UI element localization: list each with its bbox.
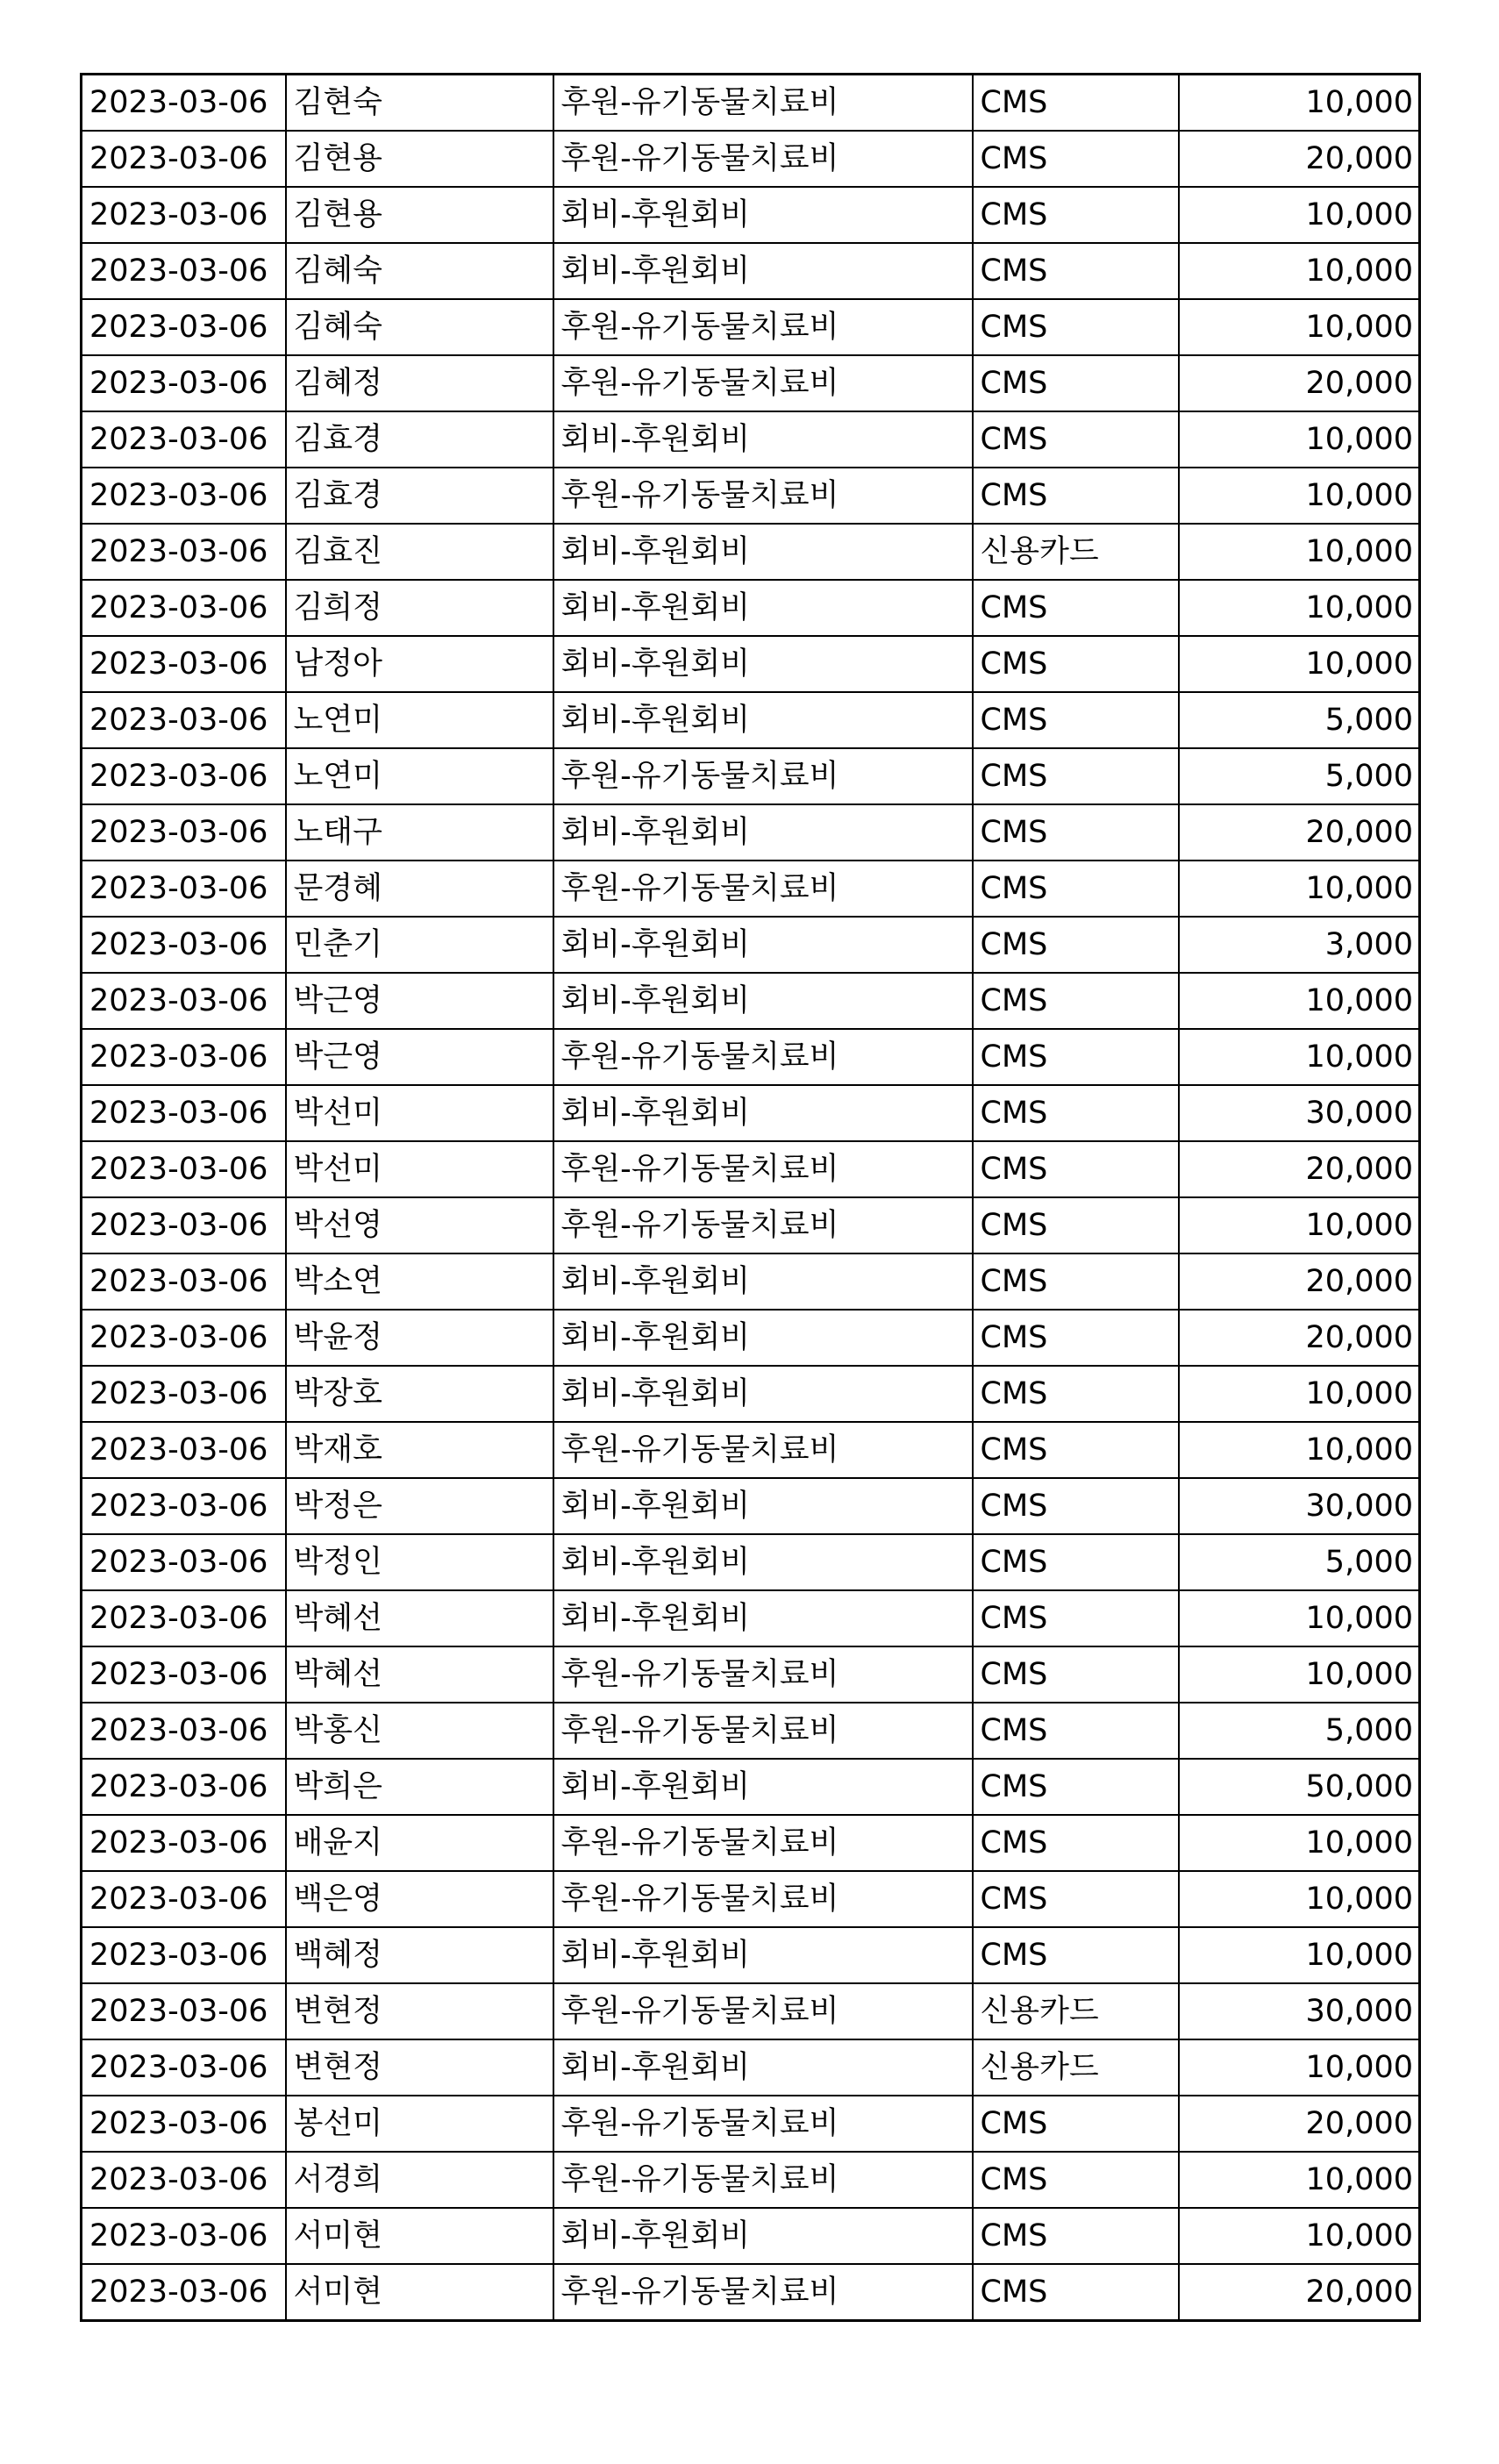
cell-date: 2023-03-06 xyxy=(82,524,286,580)
cell-amount: 5,000 xyxy=(1179,1703,1420,1759)
cell-category: 회비-후원회비 xyxy=(553,973,973,1029)
cell-category: 회비-후원회비 xyxy=(553,411,973,468)
cell-category: 후원-유기동물치료비 xyxy=(553,1646,973,1703)
cell-payment-method: CMS xyxy=(973,1759,1179,1815)
cell-date: 2023-03-06 xyxy=(82,1310,286,1366)
table-row xyxy=(82,1085,1420,1141)
cell-date: 2023-03-06 xyxy=(82,917,286,973)
cell-amount: 10,000 xyxy=(1179,1422,1420,1478)
table-row xyxy=(82,1197,1420,1253)
cell-category: 회비-후원회비 xyxy=(553,1759,973,1815)
cell-date: 2023-03-06 xyxy=(82,1366,286,1422)
cell-name: 박소연 xyxy=(286,1253,553,1310)
cell-amount: 10,000 xyxy=(1179,75,1420,132)
cell-amount: 30,000 xyxy=(1179,1085,1420,1141)
cell-category: 회비-후원회비 xyxy=(553,1253,973,1310)
cell-name: 김혜숙 xyxy=(286,299,553,355)
cell-name: 봉선미 xyxy=(286,2096,553,2152)
cell-date: 2023-03-06 xyxy=(82,1534,286,1590)
cell-name: 변현정 xyxy=(286,1983,553,2039)
table-row xyxy=(82,131,1420,187)
cell-payment-method: CMS xyxy=(973,804,1179,861)
table-row xyxy=(82,524,1420,580)
cell-amount: 10,000 xyxy=(1179,1815,1420,1871)
cell-name: 남정아 xyxy=(286,636,553,692)
cell-payment-method: 신용카드 xyxy=(973,1983,1179,2039)
cell-category: 후원-유기동물치료비 xyxy=(553,1422,973,1478)
cell-date: 2023-03-06 xyxy=(82,2208,286,2264)
cell-category: 후원-유기동물치료비 xyxy=(553,1141,973,1197)
cell-date: 2023-03-06 xyxy=(82,1871,286,1927)
cell-payment-method: CMS xyxy=(973,411,1179,468)
cell-name: 노연미 xyxy=(286,692,553,748)
cell-name: 김효경 xyxy=(286,411,553,468)
cell-payment-method: CMS xyxy=(973,187,1179,243)
cell-amount: 10,000 xyxy=(1179,524,1420,580)
cell-category: 회비-후원회비 xyxy=(553,1478,973,1534)
cell-date: 2023-03-06 xyxy=(82,1422,286,1478)
cell-name: 노태구 xyxy=(286,804,553,861)
cell-name: 박선영 xyxy=(286,1197,553,1253)
cell-category: 회비-후원회비 xyxy=(553,187,973,243)
cell-category: 회비-후원회비 xyxy=(553,2039,973,2096)
cell-category: 후원-유기동물치료비 xyxy=(553,1197,973,1253)
cell-date: 2023-03-06 xyxy=(82,2096,286,2152)
cell-date: 2023-03-06 xyxy=(82,131,286,187)
cell-name: 박선미 xyxy=(286,1085,553,1141)
cell-amount: 30,000 xyxy=(1179,1983,1420,2039)
cell-name: 노연미 xyxy=(286,748,553,804)
table-row xyxy=(82,973,1420,1029)
cell-payment-method: CMS xyxy=(973,1197,1179,1253)
table-row xyxy=(82,2208,1420,2264)
table-row xyxy=(82,2152,1420,2208)
cell-amount: 10,000 xyxy=(1179,243,1420,299)
cell-name: 박선미 xyxy=(286,1141,553,1197)
cell-date: 2023-03-06 xyxy=(82,2039,286,2096)
cell-date: 2023-03-06 xyxy=(82,1703,286,1759)
table-row xyxy=(82,468,1420,524)
cell-amount: 20,000 xyxy=(1179,2096,1420,2152)
cell-date: 2023-03-06 xyxy=(82,580,286,636)
cell-date: 2023-03-06 xyxy=(82,1646,286,1703)
table-row xyxy=(82,1983,1420,2039)
cell-category: 후원-유기동물치료비 xyxy=(553,1815,973,1871)
cell-payment-method: CMS xyxy=(973,2152,1179,2208)
table-row xyxy=(82,2039,1420,2096)
cell-category: 회비-후원회비 xyxy=(553,1310,973,1366)
cell-amount: 10,000 xyxy=(1179,1029,1420,1085)
table-row xyxy=(82,1590,1420,1646)
table-row xyxy=(82,1927,1420,1983)
table-row xyxy=(82,1310,1420,1366)
table-row xyxy=(82,1759,1420,1815)
cell-name: 김현용 xyxy=(286,187,553,243)
cell-payment-method: CMS xyxy=(973,1703,1179,1759)
cell-date: 2023-03-06 xyxy=(82,243,286,299)
cell-date: 2023-03-06 xyxy=(82,973,286,1029)
cell-amount: 20,000 xyxy=(1179,804,1420,861)
cell-name: 박근영 xyxy=(286,973,553,1029)
cell-category: 회비-후원회비 xyxy=(553,692,973,748)
cell-payment-method: 신용카드 xyxy=(973,2039,1179,2096)
cell-category: 후원-유기동물치료비 xyxy=(553,1871,973,1927)
ledger-body xyxy=(82,75,1420,2321)
cell-payment-method: CMS xyxy=(973,1253,1179,1310)
cell-name: 박윤정 xyxy=(286,1310,553,1366)
cell-date: 2023-03-06 xyxy=(82,1815,286,1871)
cell-amount: 10,000 xyxy=(1179,1366,1420,1422)
cell-amount: 20,000 xyxy=(1179,131,1420,187)
cell-category: 후원-유기동물치료비 xyxy=(553,1983,973,2039)
cell-name: 배윤지 xyxy=(286,1815,553,1871)
cell-category: 회비-후원회비 xyxy=(553,2208,973,2264)
cell-payment-method: CMS xyxy=(973,1310,1179,1366)
cell-name: 김혜정 xyxy=(286,355,553,411)
cell-payment-method: CMS xyxy=(973,1029,1179,1085)
table-row xyxy=(82,580,1420,636)
cell-payment-method: CMS xyxy=(973,355,1179,411)
cell-payment-method: CMS xyxy=(973,973,1179,1029)
cell-name: 박희은 xyxy=(286,1759,553,1815)
cell-amount: 10,000 xyxy=(1179,1197,1420,1253)
cell-date: 2023-03-06 xyxy=(82,411,286,468)
cell-category: 회비-후원회비 xyxy=(553,804,973,861)
cell-name: 문경혜 xyxy=(286,861,553,917)
cell-amount: 10,000 xyxy=(1179,1646,1420,1703)
cell-amount: 50,000 xyxy=(1179,1759,1420,1815)
cell-payment-method: CMS xyxy=(973,1927,1179,1983)
cell-date: 2023-03-06 xyxy=(82,468,286,524)
table-row xyxy=(82,1478,1420,1534)
cell-category: 후원-유기동물치료비 xyxy=(553,299,973,355)
cell-date: 2023-03-06 xyxy=(82,299,286,355)
cell-category: 후원-유기동물치료비 xyxy=(553,75,973,132)
table-row xyxy=(82,1646,1420,1703)
cell-date: 2023-03-06 xyxy=(82,1029,286,1085)
cell-payment-method: CMS xyxy=(973,917,1179,973)
cell-name: 박정은 xyxy=(286,1478,553,1534)
cell-name: 박근영 xyxy=(286,1029,553,1085)
cell-payment-method: CMS xyxy=(973,1534,1179,1590)
cell-category: 후원-유기동물치료비 xyxy=(553,748,973,804)
cell-amount: 20,000 xyxy=(1179,355,1420,411)
cell-date: 2023-03-06 xyxy=(82,2264,286,2321)
cell-amount: 10,000 xyxy=(1179,2208,1420,2264)
cell-payment-method: CMS xyxy=(973,243,1179,299)
cell-category: 회비-후원회비 xyxy=(553,1590,973,1646)
cell-payment-method: CMS xyxy=(973,131,1179,187)
cell-amount: 10,000 xyxy=(1179,636,1420,692)
cell-category: 회비-후원회비 xyxy=(553,580,973,636)
cell-payment-method: CMS xyxy=(973,1815,1179,1871)
cell-amount: 10,000 xyxy=(1179,2039,1420,2096)
table-row xyxy=(82,1366,1420,1422)
cell-date: 2023-03-06 xyxy=(82,692,286,748)
cell-payment-method: CMS xyxy=(973,636,1179,692)
cell-date: 2023-03-06 xyxy=(82,1983,286,2039)
cell-name: 변현정 xyxy=(286,2039,553,2096)
cell-amount: 10,000 xyxy=(1179,468,1420,524)
cell-payment-method: CMS xyxy=(973,75,1179,132)
table-row xyxy=(82,355,1420,411)
cell-amount: 20,000 xyxy=(1179,1310,1420,1366)
cell-payment-method: CMS xyxy=(973,1085,1179,1141)
table-row xyxy=(82,1141,1420,1197)
cell-amount: 20,000 xyxy=(1179,2264,1420,2321)
cell-amount: 10,000 xyxy=(1179,411,1420,468)
cell-date: 2023-03-06 xyxy=(82,636,286,692)
cell-amount: 30,000 xyxy=(1179,1478,1420,1534)
table-row xyxy=(82,243,1420,299)
cell-name: 김효진 xyxy=(286,524,553,580)
table-row xyxy=(82,917,1420,973)
cell-payment-method: CMS xyxy=(973,2208,1179,2264)
cell-category: 후원-유기동물치료비 xyxy=(553,1029,973,1085)
cell-category: 후원-유기동물치료비 xyxy=(553,2096,973,2152)
cell-amount: 10,000 xyxy=(1179,299,1420,355)
table-row xyxy=(82,748,1420,804)
cell-date: 2023-03-06 xyxy=(82,1927,286,1983)
cell-amount: 10,000 xyxy=(1179,1871,1420,1927)
cell-payment-method: CMS xyxy=(973,1590,1179,1646)
cell-amount: 10,000 xyxy=(1179,580,1420,636)
cell-date: 2023-03-06 xyxy=(82,187,286,243)
cell-date: 2023-03-06 xyxy=(82,1141,286,1197)
table-row xyxy=(82,804,1420,861)
cell-name: 박홍신 xyxy=(286,1703,553,1759)
cell-category: 후원-유기동물치료비 xyxy=(553,2264,973,2321)
cell-category: 후원-유기동물치료비 xyxy=(553,131,973,187)
cell-date: 2023-03-06 xyxy=(82,748,286,804)
cell-date: 2023-03-06 xyxy=(82,1590,286,1646)
cell-category: 회비-후원회비 xyxy=(553,1927,973,1983)
cell-name: 백은영 xyxy=(286,1871,553,1927)
cell-payment-method: CMS xyxy=(973,2264,1179,2321)
cell-payment-method: CMS xyxy=(973,1478,1179,1534)
table-row xyxy=(82,187,1420,243)
cell-date: 2023-03-06 xyxy=(82,1759,286,1815)
cell-name: 서미현 xyxy=(286,2208,553,2264)
cell-name: 서경희 xyxy=(286,2152,553,2208)
table-row xyxy=(82,1422,1420,1478)
cell-amount: 10,000 xyxy=(1179,861,1420,917)
cell-amount: 20,000 xyxy=(1179,1253,1420,1310)
cell-name: 박재호 xyxy=(286,1422,553,1478)
cell-category: 회비-후원회비 xyxy=(553,917,973,973)
cell-name: 박혜선 xyxy=(286,1590,553,1646)
cell-name: 박혜선 xyxy=(286,1646,553,1703)
cell-name: 박장호 xyxy=(286,1366,553,1422)
cell-date: 2023-03-06 xyxy=(82,1085,286,1141)
table-row xyxy=(82,692,1420,748)
cell-payment-method: CMS xyxy=(973,1366,1179,1422)
cell-payment-method: CMS xyxy=(973,861,1179,917)
cell-category: 회비-후원회비 xyxy=(553,524,973,580)
cell-category: 회비-후원회비 xyxy=(553,243,973,299)
table-row xyxy=(82,299,1420,355)
table-row xyxy=(82,1029,1420,1085)
cell-date: 2023-03-06 xyxy=(82,1253,286,1310)
cell-payment-method: CMS xyxy=(973,299,1179,355)
cell-date: 2023-03-06 xyxy=(82,804,286,861)
cell-amount: 10,000 xyxy=(1179,187,1420,243)
cell-payment-method: CMS xyxy=(973,748,1179,804)
cell-category: 회비-후원회비 xyxy=(553,636,973,692)
table-row xyxy=(82,1815,1420,1871)
cell-category: 후원-유기동물치료비 xyxy=(553,861,973,917)
table-row xyxy=(82,75,1420,132)
cell-payment-method: CMS xyxy=(973,1646,1179,1703)
cell-amount: 5,000 xyxy=(1179,1534,1420,1590)
cell-category: 회비-후원회비 xyxy=(553,1085,973,1141)
cell-name: 박정인 xyxy=(286,1534,553,1590)
cell-date: 2023-03-06 xyxy=(82,861,286,917)
cell-payment-method: CMS xyxy=(973,692,1179,748)
cell-amount: 10,000 xyxy=(1179,973,1420,1029)
cell-category: 후원-유기동물치료비 xyxy=(553,2152,973,2208)
cell-category: 후원-유기동물치료비 xyxy=(553,1703,973,1759)
cell-payment-method: CMS xyxy=(973,580,1179,636)
cell-name: 김희정 xyxy=(286,580,553,636)
cell-name: 서미현 xyxy=(286,2264,553,2321)
table-row xyxy=(82,1871,1420,1927)
cell-date: 2023-03-06 xyxy=(82,1197,286,1253)
cell-payment-method: 신용카드 xyxy=(973,524,1179,580)
table-row xyxy=(82,861,1420,917)
cell-category: 후원-유기동물치료비 xyxy=(553,468,973,524)
table-row xyxy=(82,636,1420,692)
cell-name: 민춘기 xyxy=(286,917,553,973)
cell-payment-method: CMS xyxy=(973,2096,1179,2152)
cell-amount: 10,000 xyxy=(1179,2152,1420,2208)
cell-category: 회비-후원회비 xyxy=(553,1366,973,1422)
table-row xyxy=(82,2096,1420,2152)
table-row xyxy=(82,411,1420,468)
cell-date: 2023-03-06 xyxy=(82,1478,286,1534)
cell-name: 백혜정 xyxy=(286,1927,553,1983)
table-row xyxy=(82,1534,1420,1590)
cell-name: 김현숙 xyxy=(286,75,553,132)
cell-date: 2023-03-06 xyxy=(82,355,286,411)
cell-date: 2023-03-06 xyxy=(82,2152,286,2208)
table-row xyxy=(82,1253,1420,1310)
cell-payment-method: CMS xyxy=(973,1141,1179,1197)
cell-amount: 10,000 xyxy=(1179,1927,1420,1983)
cell-amount: 10,000 xyxy=(1179,1590,1420,1646)
table-row xyxy=(82,2264,1420,2321)
cell-amount: 5,000 xyxy=(1179,692,1420,748)
donation-ledger-table xyxy=(80,73,1421,2322)
cell-category: 회비-후원회비 xyxy=(553,1534,973,1590)
cell-category: 후원-유기동물치료비 xyxy=(553,355,973,411)
cell-payment-method: CMS xyxy=(973,468,1179,524)
cell-name: 김혜숙 xyxy=(286,243,553,299)
cell-amount: 5,000 xyxy=(1179,748,1420,804)
cell-name: 김효경 xyxy=(286,468,553,524)
table-row xyxy=(82,1703,1420,1759)
cell-amount: 20,000 xyxy=(1179,1141,1420,1197)
cell-payment-method: CMS xyxy=(973,1422,1179,1478)
cell-name: 김현용 xyxy=(286,131,553,187)
cell-payment-method: CMS xyxy=(973,1871,1179,1927)
cell-date: 2023-03-06 xyxy=(82,75,286,132)
cell-amount: 3,000 xyxy=(1179,917,1420,973)
